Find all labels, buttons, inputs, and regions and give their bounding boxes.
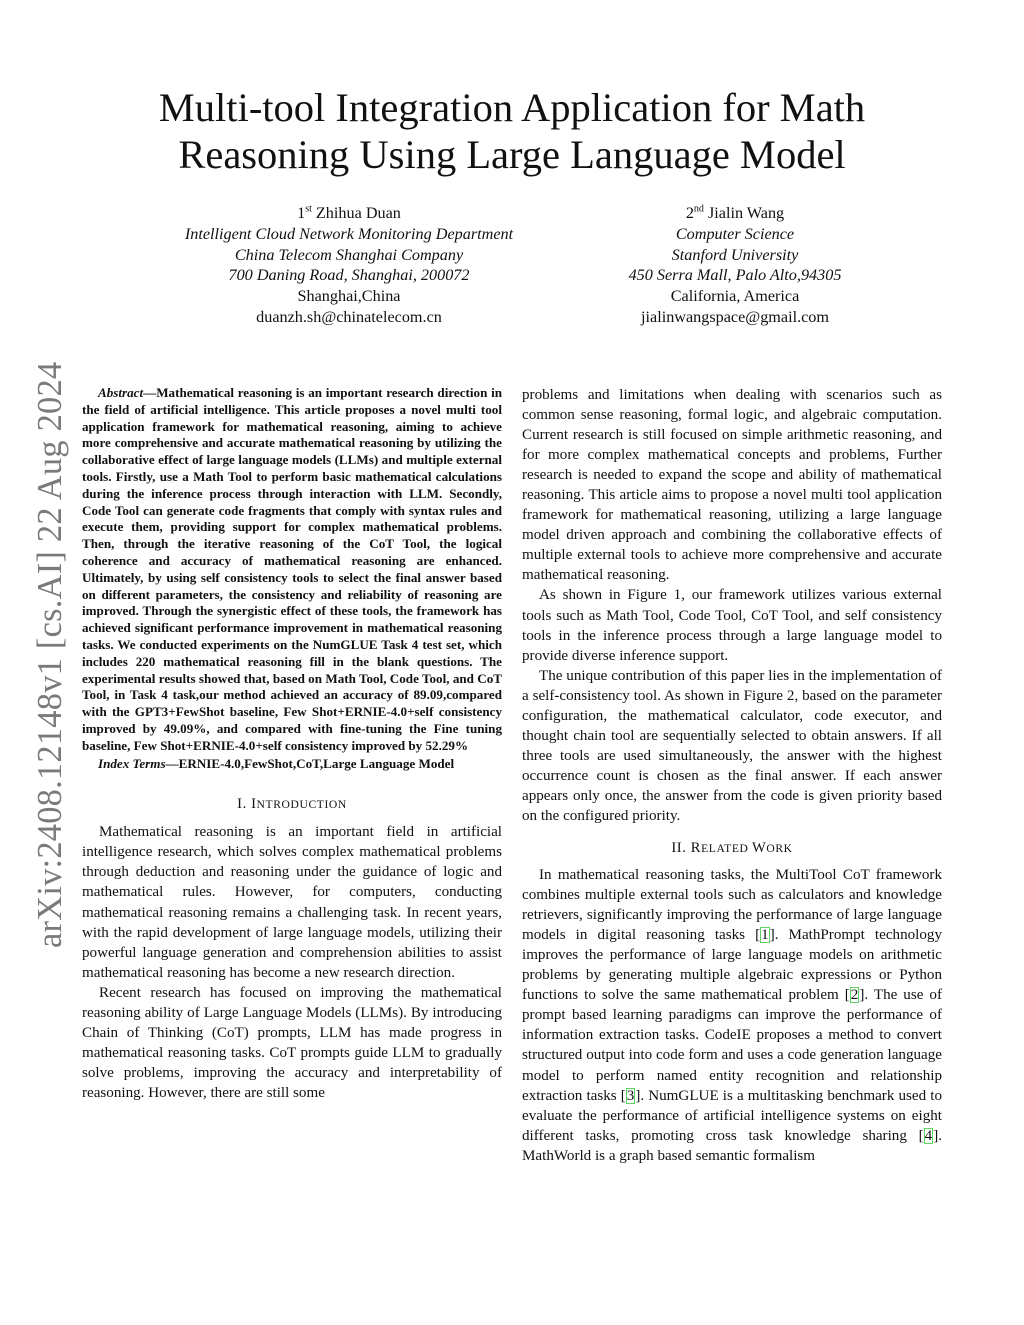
author-address: 450 Serra Mall, Palo Alto,94305 [628,266,842,285]
abstract-label: Abstract [98,385,144,400]
section-title-rest-2: ORK [766,842,793,856]
section-number: II. [671,840,691,857]
section-title-initial-2: W [752,840,767,857]
author-address: 700 Daning Road, Shanghai, 200072 [228,266,470,285]
intro-paragraph-1: Mathematical reasoning is an important field in artificial intelligence research, which solves complex mathematical problems through deduction and reasoning under the guidance of logic and mathematical rules. However, for computers, conducting mathematical reasoning remains a challenging task. In recent years, with the rapid development of large language models, utilizing their powerful language generation and comprehension abilities to assist mathematical reasoning has become a new research direction. [82,824,502,981]
arxiv-identifier: arXiv:2408.12148v1 [cs.AI] 22 Aug 2024 [31,361,69,948]
intro-paragraph-3: As shown in Figure 1, our framework utilizes various external tools such as Math Tool, Code Tool, CoT Tool, and self consistency tools in the inference process through a large language model to provide diverse inference support. [522,587,942,664]
section-heading-related-work [522,839,942,858]
author-block-1 [160,203,538,328]
abstract-text: —Mathematical reasoning is an important research direction in the field of artificial intelligence. This article proposes a novel multi tool application framework for mathematical reasoning, aiming to achieve more comprehensive and accurate mathematical reasoning by utilizing the collaborative effect of large language models (LLMs) and multiple external tools. Firstly, use a Math Tool to perform basic mathematical calculations during the inference process through interaction with LLM. Secondly, Code Tool can generate code fragments that comply with syntax rules and execute them, providing support for complex mathematical problems. Then, through the iterative reasoning of the CoT Tool, the logical coherence and accuracy of mathematical reasoning are enhanced. Ultimately, by using self consistency tools to select the final answer based on different parameters, the consistency and reliability of reasoning are improved. Through the synergistic effect of these tools, the framework has achieved significant performance improvement in mathematical reasoning tasks. We conducted experiments on the NumGLUE Task 4 test set, which includes 220 mathematical reasoning fill in the blank questions. The experimental results showed that, based on Math Tool, Code Tool, and CoT Tool, in Task 4 task,our method achieved an accuracy of 89.09,compared with the GPT3+FewShot baseline, Few Shot+ERNIE-4.0+self consistency improved by 49.09%, and compared with fine-tuning the Fine tuning baseline, Few Shot+ERNIE-4.0+self consistency improved by 52.29% [82,385,502,753]
related-text: . The use of prompt based learning paradigms can improve the performance of information extraction tasks. CodeIE proposes a method to convert structured output into code form and uses a code generation language model to perform named entity recognition and relationship extraction tasks [522,987,942,1104]
author-name-line [600,203,870,224]
abstract [82,385,502,755]
index-terms [82,756,502,773]
citation-link-1[interactable]: 1 [761,927,769,944]
author-department: Computer Science [675,224,795,243]
author-block-2 [600,203,870,328]
author-name: Zhihua Duan [315,204,401,222]
section-title-initial: I [251,796,257,813]
author-department: Intelligent Cloud Network Monitoring Department [184,224,514,243]
right-column [522,385,942,1166]
paper-title: Multi-tool Integration Application for Math Reasoning Using Large Language Model [158,85,866,177]
author-ordinal-suffix: st [305,203,312,215]
related-text: . MathWorld is a graph based semantic formalism [522,1127,942,1164]
author-region: Shanghai,China [297,287,401,306]
author-name: Jialin Wang [707,204,785,222]
author-organization: China Telecom Shanghai Company [234,245,464,264]
intro-paragraph-2-continued: problems and limitations when dealing with scenarios such as common sense reasoning, formal logic, and algebraic computation. Current research is still focused on simple arithmetic reasoning, and for more complex mathematical concepts and problems, Further research is needed to expand the scope and ability of mathematical reasoning. This article aims to propose a novel multi tool application framework for mathematical reasoning, utilizing a large language model driven approach and combining the collaborative effects of multiple external tools to achieve more comprehensive and accurate mathematical reasoning. [522,387,942,584]
section-title-rest: ELATED [701,842,752,856]
author-ordinal-number: 2 [685,204,694,222]
section-title-initial: R [690,840,702,857]
author-ordinal-suffix: nd [693,203,704,215]
author-organization: Stanford University [671,245,799,264]
citation-link-2[interactable]: 2 [850,987,859,1004]
author-ordinal-number: 1 [297,204,306,222]
intro-paragraph-4: The unique contribution of this paper lies in the implementation of a self-consistency tool. As shown in Figure 2, based on the parameter configuration, the mathematical calculator, code executor, and thought chain tool are sequentially selected to obtain answers. If all three tools are used simultaneously, the answer with the highest occurrence count is chosen as the final answer. If each answer appears only once, the answer from the code is given priority based on the configured priority. [522,667,942,824]
related-text: . NumGLUE is a multitasking benchmark used to evaluate the performance of artificial intelligence systems on eight different tasks, promoting cross task knowledge sharing [522,1087,942,1144]
section-number: I. [237,796,252,813]
intro-paragraph-2: Recent research has focused on improving the mathematical reasoning ability of Large Language Models (LLMs). By introducing Chain of Thinking (CoT) prompts, LLM has made progress in mathematical reasoning tasks. CoT prompts guide LLM to gradually solve problems, improving the accuracy and interpretability of reasoning. However, there are still some [82,984,502,1101]
section-title-rest: NTRODUCTION [256,798,347,812]
author-email: jialinwangspace@gmail.com [641,307,829,326]
author-name-line [160,203,538,224]
related-text: In mathematical reasoning tasks, the MultiTool CoT framework combines multiple external tools such as calculators and knowledge retrievers, significantly improving the performance of large language models in digital reasoning tasks [522,867,942,944]
index-terms-label: Index Terms [98,755,166,771]
citation-link-4[interactable]: 4 [924,1127,933,1144]
index-terms-text: —ERNIE-4.0,FewShot,CoT,Large Language Model [165,755,455,771]
section-heading-introduction [82,795,502,814]
author-region: California, America [670,287,800,306]
left-column [82,385,502,1103]
citation-link-3[interactable]: 3 [626,1087,635,1104]
author-email: duanzh.sh@chinatelecom.cn [256,307,442,326]
related-paragraph-1: In mathematical reasoning tasks, the MultiTool CoT framework combines multiple external tools such as calculators and knowledge retrievers, significantly improving the performance of large language models in digital reasoning tasks [1]. MathPrompt technology improves the performance of large language models on arithmetic problems by generating multiple algebraic expressions or Python functions to solve the same mathematical problem [2]. The use of prompt based learning paradigms can improve the performance of information extraction tasks. CodeIE proposes a method to convert structured output into code form and uses a code generation language model to perform named entity recognition and relationship extraction tasks [3]. NumGLUE is a multitasking benchmark used to evaluate the performance of artificial intelligence systems on eight different tasks, promoting cross task knowledge sharing [4]. MathWorld is a graph based semantic formalism [522,867,942,1164]
related-text: . MathPrompt technology improves the performance of large language models on arithmetic problems by generating multiple algebraic expressions or Python functions to solve the same mathematical problem [522,927,942,1004]
